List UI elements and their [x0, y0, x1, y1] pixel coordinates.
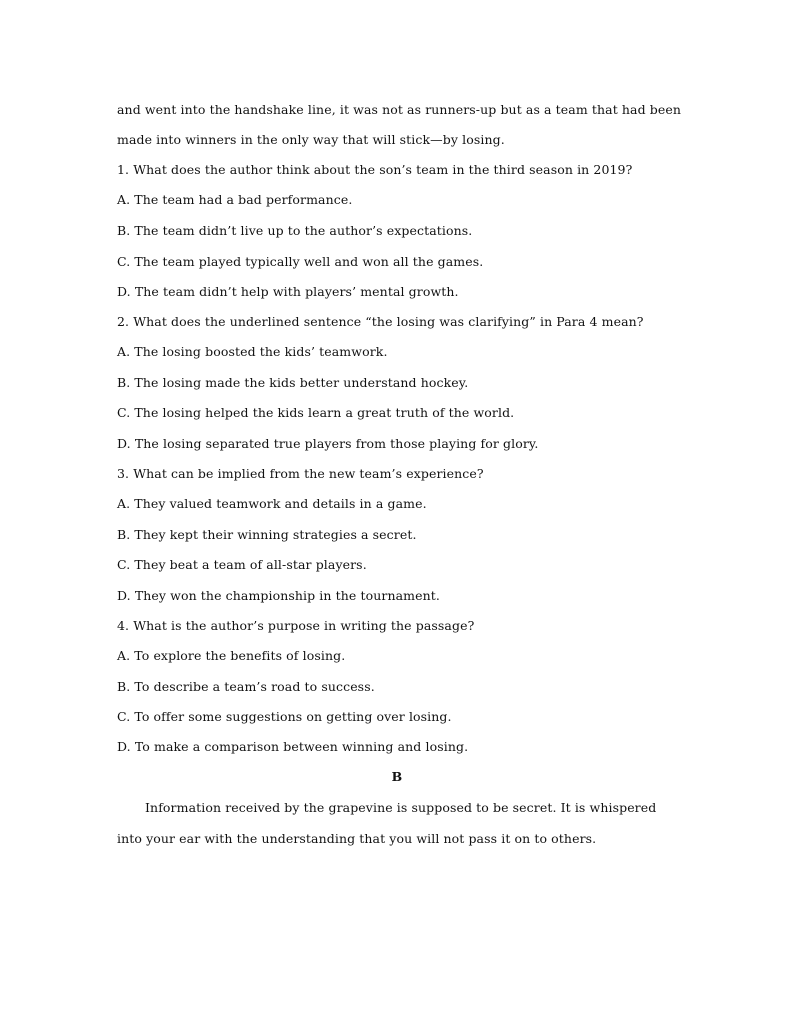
question-3-option-a: A. They valued teamwork and details in a game.: [117, 496, 427, 511]
question-4-option-d: D. To make a comparison between winning and losing.: [117, 739, 469, 754]
question-3-option-b: B. They kept their winning strategies a secret.: [117, 527, 417, 542]
question-2-option-c: C. The losing helped the kids learn a great truth of the world.: [117, 405, 515, 420]
question-4-option-a: A. To explore the benefits of losing.: [117, 648, 346, 663]
question-1-option-b: B. The team didn’t live up to the author’s expectations.: [117, 223, 473, 238]
question-3-option-d: D. They won the championship in the tournament.: [117, 588, 440, 603]
question-2-option-d: D. The losing separated true players from those playing for glory.: [117, 436, 539, 451]
question-4-option-b: B. To describe a team’s road to success.: [117, 679, 375, 694]
question-2-option-b: B. The losing made the kids better understand hockey.: [117, 375, 469, 390]
question-1-option-d: D. The team didn’t help with players’ mental growth.: [117, 284, 459, 299]
question-1-option-c: C. The team played typically well and won all the games.: [117, 254, 484, 269]
section-b-line-2: into your ear with the understanding that you will not pass it on to others.: [117, 831, 597, 846]
question-4-stem: 4. What is the author’s purpose in writing the passage?: [117, 618, 475, 633]
question-1-stem: 1. What does the author think about the son’s team in the third season in 2019?: [117, 162, 633, 177]
question-1-option-a: A. The team had a bad performance.: [117, 192, 353, 207]
passage-a-line-1: and went into the handshake line, it was not as runners-up but as a team that had been: [117, 102, 682, 117]
section-b-heading: B: [391, 769, 403, 784]
question-3-stem: 3. What can be implied from the new team’s experience?: [117, 466, 484, 481]
question-2-option-a: A. The losing boosted the kids’ teamwork.: [117, 344, 388, 359]
question-2-stem: 2. What does the underlined sentence “the losing was clarifying” in Para 4 mean?: [117, 314, 644, 329]
passage-a-line-2: made into winners in the only way that will stick—by losing.: [117, 132, 505, 147]
question-3-option-c: C. They beat a team of all-star players.: [117, 557, 367, 572]
question-4-option-c: C. To offer some suggestions on getting over losing.: [117, 709, 452, 724]
section-b-line-1: Information received by the grapevine is supposed to be secret. It is whispered: [145, 800, 657, 815]
